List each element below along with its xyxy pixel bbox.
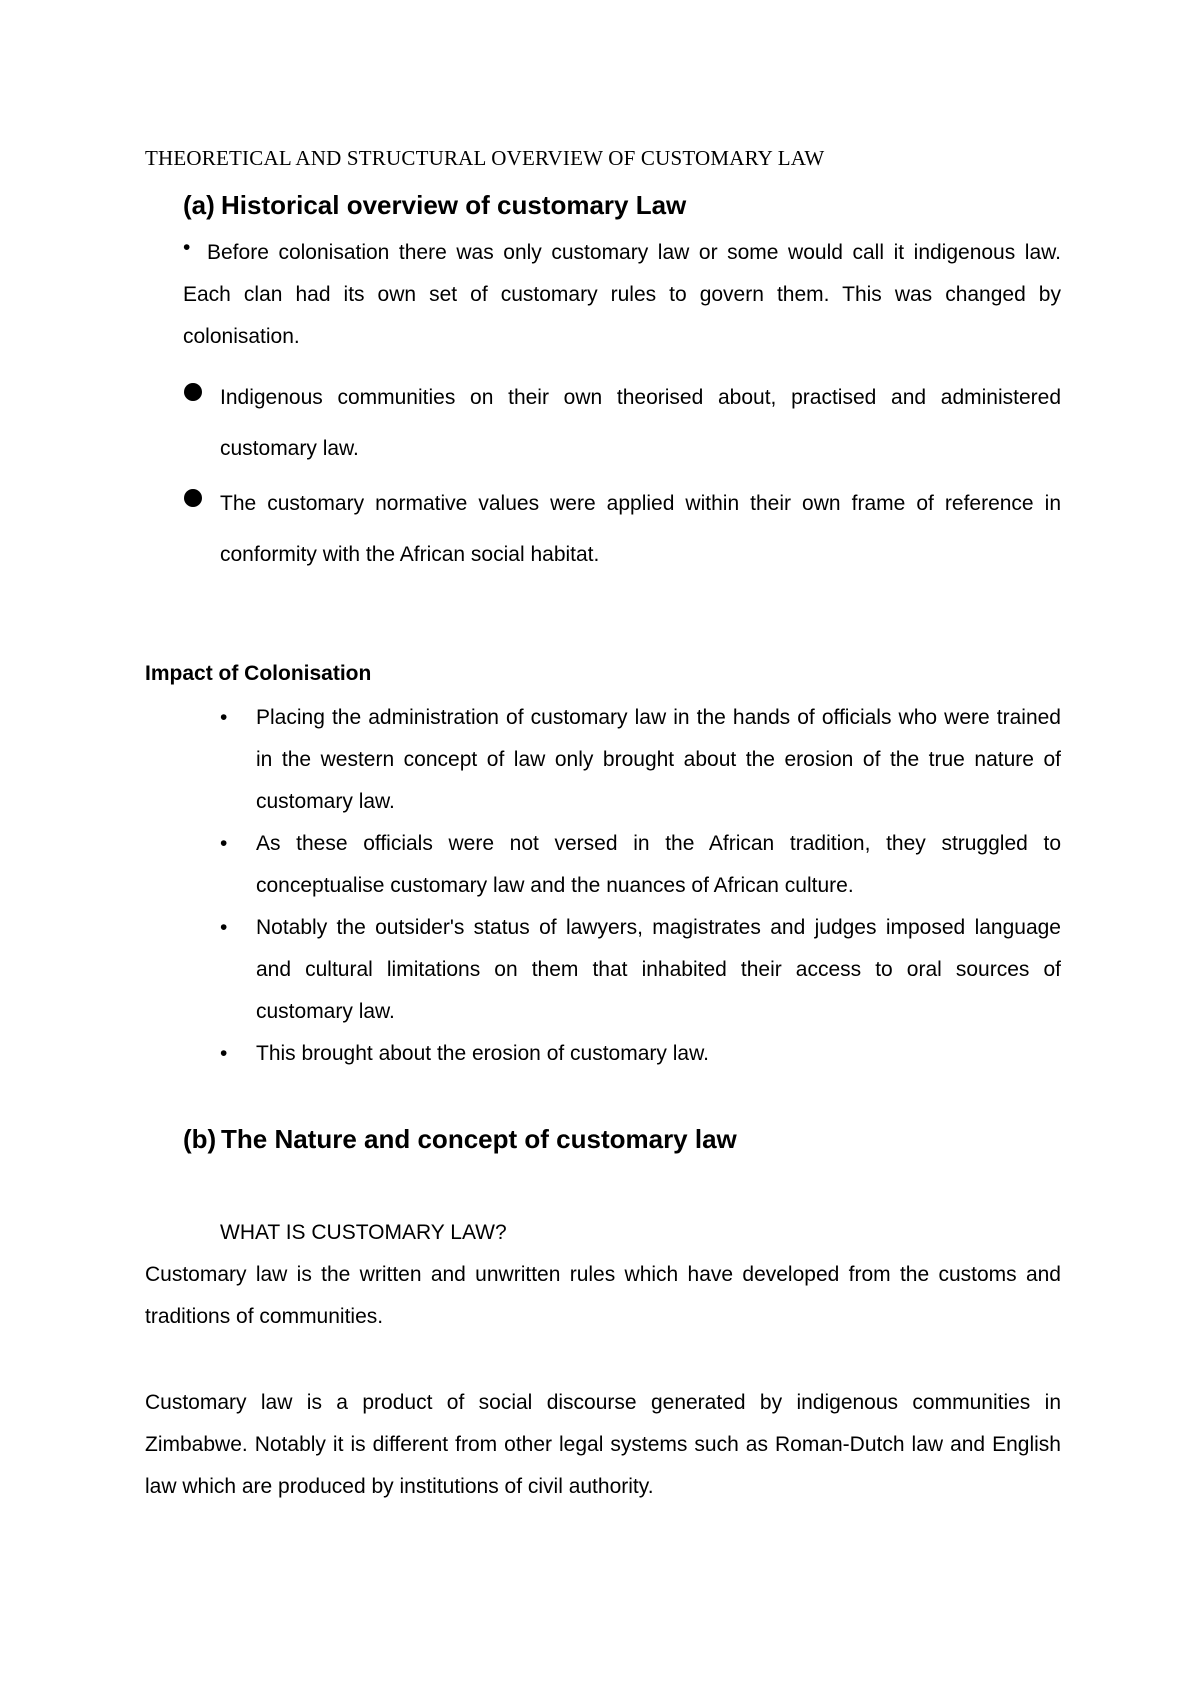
bullet-icon: • [220,916,228,939]
impact-item [220,697,1061,823]
bullet-icon: • [220,832,228,855]
bullet-dot-icon [184,489,202,507]
impact-item-text: Placing the administration of customary law in the hands of officials who were trained in the western concept of law only brought about the erosion of the true nature of customary law. [256,706,1061,813]
bullet-icon: • [220,706,228,729]
impact-item [220,907,1061,1033]
discourse-paragraph: Customary law is a product of social discourse generated by indigenous communities in Zimbabwe. Notably it is different from other legal systems such as Roman-Dutch law and English law which are produced by institutions of civil authority. [145,1391,1061,1498]
impact-item-text: Notably the outsider's status of lawyers, magistrates and judges imposed language and cultural limitations on them that inhabited their access to oral sources of customary law. [256,916,1061,1023]
impact-item-text: As these officials were not versed in the African tradition, they struggled to conceptualise customary law and the nuances of African culture. [256,832,1061,897]
section-b-subheading: WHAT IS CUSTOMARY LAW? [220,1221,507,1244]
bullet-icon: • [220,1042,228,1065]
section-a-marker: (a) [183,190,215,220]
impact-heading: Impact of Colonisation [145,662,372,685]
bullet-icon: • [183,236,191,259]
impact-item [220,1033,1061,1075]
impact-item [220,823,1061,907]
section-b-marker: (b) [183,1124,217,1154]
section-b-heading [183,1124,737,1155]
definition-paragraph: Customary law is the written and unwritten rules which have developed from the customs and traditions of communities. [145,1263,1061,1328]
section-a-point-2: The customary normative values were applied within their own frame of reference in conformity with the African social habitat. [220,492,1061,566]
bullet-dot-icon [184,383,202,401]
section-a-point-1: Indigenous communities on their own theorised about, practised and administered customary law. [220,386,1061,460]
intro-bullet-paragraph: Before colonisation there was only customary law or some would call it indigenous law. Each clan had its own set of customary rules to govern them. This was changed by colonisation. [183,241,1061,348]
section-a-heading-text: Historical overview of customary Law [221,190,687,220]
section-b-heading-text: The Nature and concept of customary law [221,1124,737,1154]
section-a-heading [183,190,686,221]
document-title: THEORETICAL AND STRUCTURAL OVERVIEW OF CUSTOMARY LAW [145,146,825,170]
impact-item-text: This brought about the erosion of customary law. [256,1042,709,1065]
